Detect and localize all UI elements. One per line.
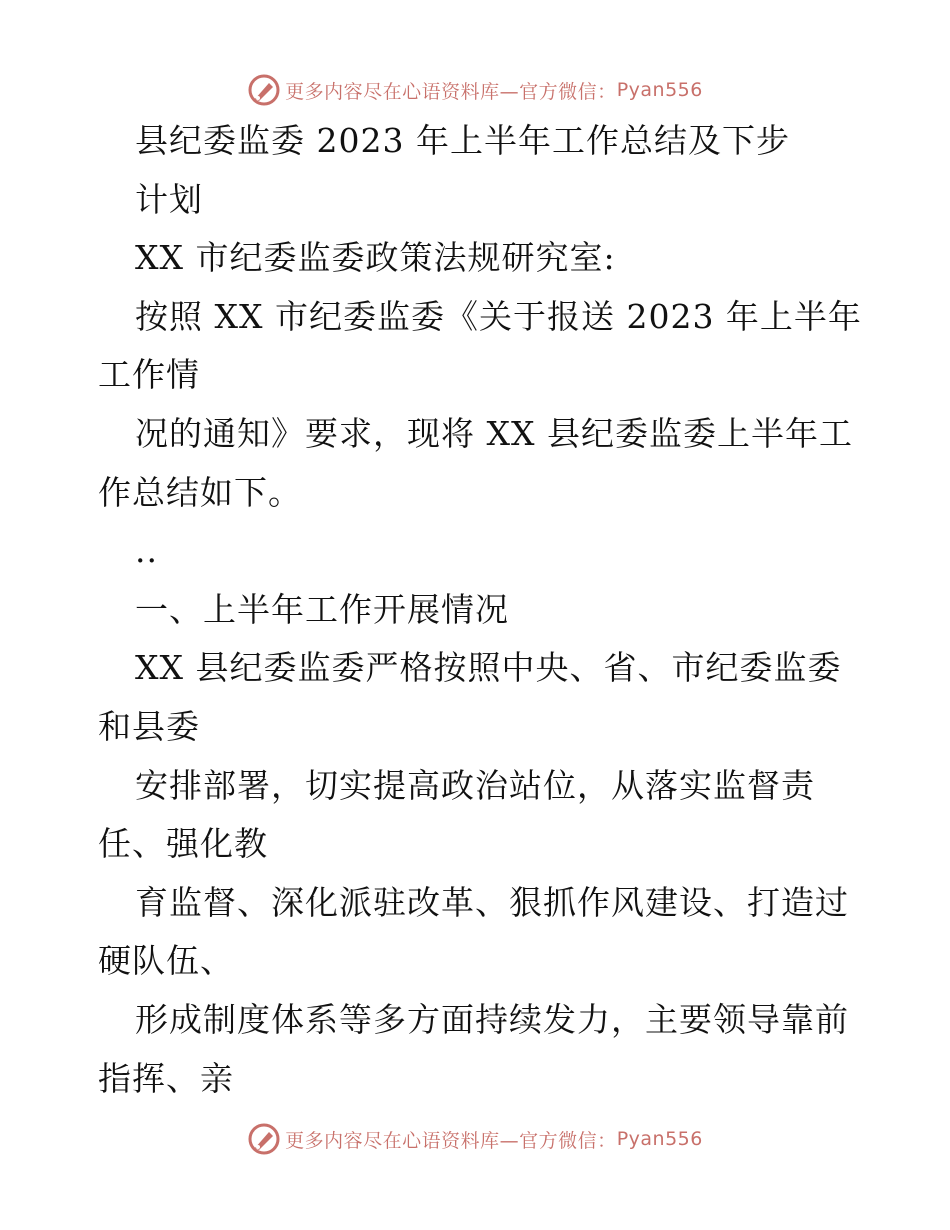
document-line: 按照 XX 市纪委监委《关于报送 2023 年上半年 xyxy=(135,296,862,336)
banner-wechat-label: 官方微信： xyxy=(519,1129,617,1152)
document-line: 一、上半年工作开展情况 xyxy=(135,589,509,629)
document-line: 工作情 xyxy=(98,355,200,395)
banner-text: 更多内容尽在心语资料库— xyxy=(285,80,520,103)
document-body xyxy=(98,112,862,1108)
document-line: XX 市纪委监委政策法规研究室: xyxy=(135,238,616,278)
document-line: 指挥、亲 xyxy=(98,1058,234,1098)
document-line: 形成制度体系等多方面持续发力，主要领导靠前 xyxy=(135,999,849,1039)
document-line: .. xyxy=(135,531,158,571)
banner-wechat-label: 官方微信： xyxy=(519,80,617,103)
header-banner xyxy=(0,70,950,110)
document-line: 硬队伍、 xyxy=(98,941,234,981)
document-line: 和县委 xyxy=(98,706,200,746)
document-line: 任、强化教 xyxy=(98,824,268,864)
banner-wechat-id: Pyan556 xyxy=(616,79,703,101)
document-line: XX 县纪委监委严格按照中央、省、市纪委监委 xyxy=(135,648,842,688)
banner-wechat-id: Pyan556 xyxy=(616,1128,703,1150)
banner-text: 更多内容尽在心语资料库— xyxy=(285,1129,520,1152)
pen-logo-icon xyxy=(247,1122,281,1156)
pen-logo-icon xyxy=(247,73,281,107)
document-line: 县纪委监委 2023 年上半年工作总结及下步 xyxy=(135,121,790,160)
document-line: 安排部署，切实提高政治站位，从落实监督责 xyxy=(135,765,815,805)
document-line: 况的通知》要求，现将 XX 县纪委监委上半年工 xyxy=(135,413,853,453)
footer-banner xyxy=(0,1119,950,1159)
document-line: 作总结如下。 xyxy=(98,472,302,512)
document-line: 计划 xyxy=(135,179,203,219)
document-line: 育监督、深化派驻改革、狠抓作风建设、打造过 xyxy=(135,882,849,922)
